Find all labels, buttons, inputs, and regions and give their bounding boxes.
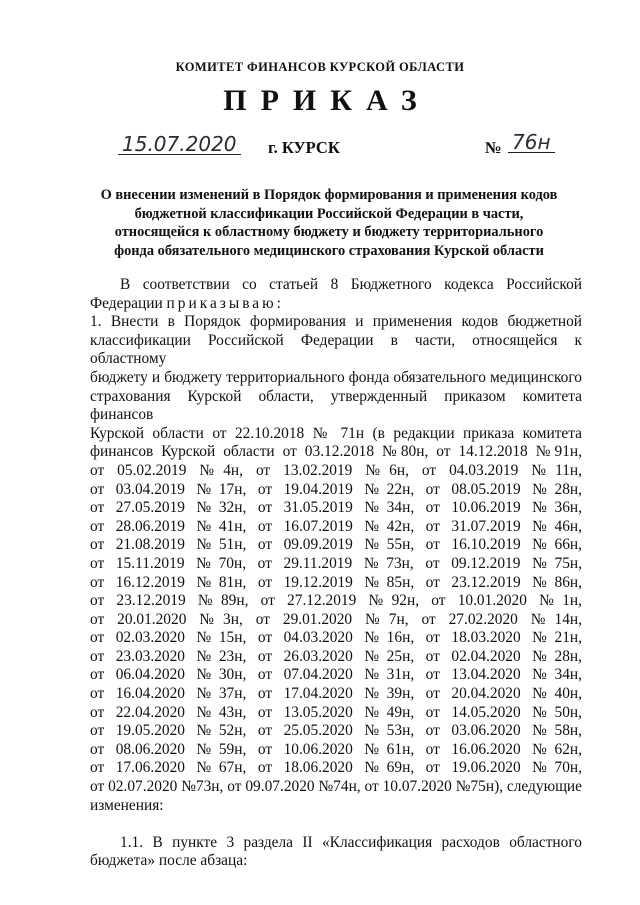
order-body	[90, 276, 582, 871]
paragraph-1	[90, 313, 582, 815]
paragraph-line: от 23.03.2020 №23н, от 26.03.2020 №25н, от 02.04.2020 №28н,	[90, 647, 582, 665]
paragraph-line: от 20.01.2020 №3н, от 29.01.2020 №7н, от 27.02.2020 №14н,	[90, 610, 582, 628]
number-sign: №	[485, 138, 502, 157]
paragraph-line: от 03.04.2019 №17н, от 19.04.2019 №22н, от 08.05.2019 №28н,	[90, 480, 582, 498]
title-line: относящейся к областному бюджету и бюджету территориального	[114, 224, 544, 240]
paragraph-line: финансов Курской области от 03.12.2018 №80н, от 14.12.2018 №91н,	[90, 443, 582, 461]
paragraph-line: изменения:	[90, 796, 164, 814]
paragraph-line: бюджету и бюджету территориального фонда обязательного медицинского	[90, 368, 582, 386]
paragraph-line: от 17.06.2020 №67н, от 18.06.2020 №69н, от 19.06.2020 №70н,	[90, 759, 582, 777]
paragraph-line: от 15.11.2019 №70н, от 29.11.2019 №73н, от 09.12.2019 №75н,	[90, 554, 582, 572]
intro-federation-word: Федерации	[90, 294, 163, 312]
paragraph-line: от 28.06.2019 №41н, от 16.07.2019 №42н, от 31.07.2019 №46н,	[90, 517, 582, 535]
paragraph-line: от 08.06.2020 №59н, от 10.06.2020 №61н, от 16.06.2020 №62н,	[90, 740, 582, 758]
paragraph-line: от 27.05.2019 №32н, от 31.05.2019 №34н, от 10.06.2019 №36н,	[90, 499, 582, 517]
intro-line: В соответствии со статьей 8 Бюджетного кодекса Российской	[120, 276, 582, 293]
paragraph-line: от 02.07.2020 №73н, от 09.07.2020 №74н, от 10.07.2020 №75н), следующие	[90, 778, 582, 796]
paragraph-line: от 16.12.2019 №81н, от 19.12.2019 №85н, от 23.12.2019 №86н,	[90, 573, 582, 591]
handwritten-order-number: 76н	[508, 132, 555, 153]
paragraph-line: от 05.02.2019 №4н, от 13.02.2019 №6н, от 04.03.2019 №11н,	[90, 461, 582, 479]
committee-header: КОМИТЕТ ФИНАНСОВ КУРСКОЙ ОБЛАСТИ	[175, 60, 465, 74]
paragraph-line: от 23.12.2019 №89н, от 27.12.2019 №92н, от 10.01.2020 №1н,	[90, 592, 582, 610]
paragraph-line: от 06.04.2020 №30н, от 07.04.2020 №31н, от 13.04.2020 №34н,	[90, 666, 582, 684]
title-line: О внесении изменений в Порядок формирования и применения кодов	[100, 187, 558, 203]
paragraph-1-1	[90, 834, 582, 871]
order-title	[72, 186, 586, 260]
city-label: г. КУРСК	[268, 138, 340, 157]
paragraph-line: от 21.08.2019 №51н, от 09.09.2019 №55н, от 16.10.2019 №66н,	[90, 536, 582, 554]
paragraph-line: от 22.04.2020 №43н, от 13.05.2020 №49н, от 14.05.2020 №50н,	[90, 703, 582, 721]
title-line: фонда обязательного медицинского страхования Курской области	[114, 242, 544, 259]
document-type-title: ПРИКАЗ	[223, 84, 431, 117]
paragraph-line: 1. Внести в Порядок формирования и применения кодов бюджетной	[90, 313, 582, 331]
paragraph-line: Курской области от 22.10.2018 № 71н (в редакции приказа комитета	[90, 424, 582, 442]
paragraph-line: от 02.03.2020 №15н, от 04.03.2020 №16н, от 18.03.2020 №21н,	[90, 629, 582, 647]
paragraph-line: 1.1. В пункте 3 раздела II «Классификация расходов областного	[120, 833, 582, 851]
paragraph-line: от 16.04.2020 №37н, от 17.04.2020 №39н, от 20.04.2020 №40н,	[90, 685, 582, 703]
paragraph-gap	[90, 815, 582, 834]
paragraph-line: страхования Курской области, утвержденный приказом комитета финансов	[90, 387, 582, 424]
paragraph-line: от 19.05.2020 №52н, от 25.05.2020 №53н, от 03.06.2020 №58н,	[90, 722, 582, 740]
order-verb: приказываю:	[166, 294, 284, 312]
paragraph-line: классификации Российской Федерации в части, относящейся к областному	[90, 331, 582, 368]
intro-line	[90, 295, 582, 314]
title-line: бюджетной классификации Российской Федерации в части,	[134, 205, 524, 222]
handwritten-date: 15.07.2020	[118, 134, 241, 155]
paragraph-line: бюджета» после абзаца:	[90, 852, 248, 870]
